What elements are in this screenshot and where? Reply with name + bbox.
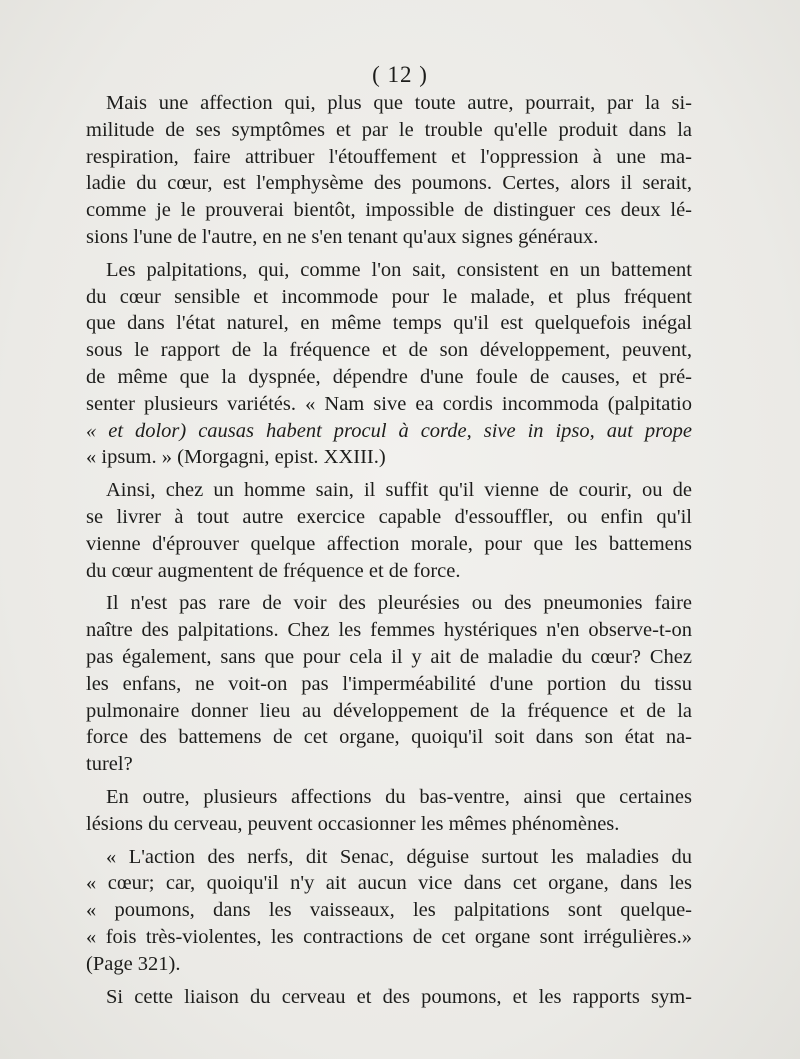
text-line: du cœur sensible et incommode pour le malade, et plus fréquent xyxy=(86,285,692,308)
text-line: comme je le prouverai bientôt, impossible de distinguer ces deux lé- xyxy=(86,199,692,222)
text-line: force des battemens de cet organe, quoiqu'il soit dans son état na- xyxy=(86,726,692,749)
text-line: senter plusieurs variétés. « Nam sive ea cordis incommoda (palpitatio xyxy=(86,392,692,415)
text-line: pulmonaire donner lieu au développement de la fréquence et de la xyxy=(86,699,692,722)
text-line: Il n'est pas rare de voir des pleurésies ou des pneumonies faire xyxy=(106,592,692,615)
text-line: « poumons, dans les vaisseaux, les palpitations sont quelque- xyxy=(86,899,692,922)
text-line: sions l'une de l'autre, en ne s'en tenant qu'aux signes généraux. xyxy=(86,225,599,248)
text-line: turel? xyxy=(86,753,133,776)
text-line: de même que la dyspnée, dépendre d'une foule de causes, et pré- xyxy=(86,365,692,388)
text-line: « cœur; car, quoiqu'il n'y ait aucun vice dans cet organe, dans les xyxy=(86,872,692,895)
paragraph xyxy=(86,477,692,584)
text-line: respiration, faire attribuer l'étouffement et l'oppression à une ma- xyxy=(86,145,692,168)
quotation-paragraph xyxy=(86,844,692,978)
text-line: sous le rapport de la fréquence et de son développement, peuvent, xyxy=(86,339,692,362)
text-line: En outre, plusieurs affections du bas-ventre, ainsi que certaines xyxy=(106,785,692,808)
text-line: ladie du cœur, est l'emphysème des poumons. Certes, alors il serait, xyxy=(86,172,692,195)
paragraph xyxy=(86,257,692,471)
page-number: ( 12 ) xyxy=(372,62,428,87)
text-line: Ainsi, chez un homme sain, il suffit qu'il vienne de courir, ou de xyxy=(106,479,692,502)
text-line: vienne d'éprouver quelque affection morale, pour que les battemens xyxy=(86,532,692,555)
text-line: Si cette liaison du cerveau et des poumons, et les rapports sym- xyxy=(106,985,692,1008)
body-text xyxy=(86,90,692,1016)
paragraph xyxy=(86,590,692,778)
text-line: « et dolor) causas habent procul à corde, sive in ipso, aut prope xyxy=(86,419,692,442)
text-line: militude de ses symptômes et par le trouble qu'elle produit dans la xyxy=(86,118,692,141)
paragraph xyxy=(86,90,692,251)
paragraph xyxy=(86,984,692,1011)
text-line: « L'action des nerfs, dit Senac, déguise surtout les maladies du xyxy=(106,845,692,868)
text-line: du cœur augmentent de fréquence et de force. xyxy=(86,559,461,582)
text-line: « fois très-violentes, les contractions de cet organe sont irrégulières.» xyxy=(86,925,692,948)
text-line: naître des palpitations. Chez les femmes hystériques n'en observe-t-on xyxy=(86,619,692,642)
text-line: (Page 321). xyxy=(86,952,181,975)
text-line: Mais une affection qui, plus que toute autre, pourrait, par la si- xyxy=(106,92,692,114)
text-line: Les palpitations, qui, comme l'on sait, consistent en un battement xyxy=(106,258,692,281)
paragraph xyxy=(86,784,692,838)
text-line: les enfans, ne voit-on pas l'imperméabilité d'une portion du tissu xyxy=(86,672,692,695)
text-line: « ipsum. » (Morgagni, epist. XXIII.) xyxy=(86,446,386,469)
text-line: lésions du cerveau, peuvent occasionner les mêmes phénomènes. xyxy=(86,812,620,835)
text-line: se livrer à tout autre exercice capable d'essouffler, ou enfin qu'il xyxy=(86,505,692,528)
text-line: que dans l'état naturel, en même temps qu'il est quelquefois inégal xyxy=(86,312,692,335)
text-line: pas également, sans que pour cela il y ait de maladie du cœur? Chez xyxy=(86,645,692,668)
